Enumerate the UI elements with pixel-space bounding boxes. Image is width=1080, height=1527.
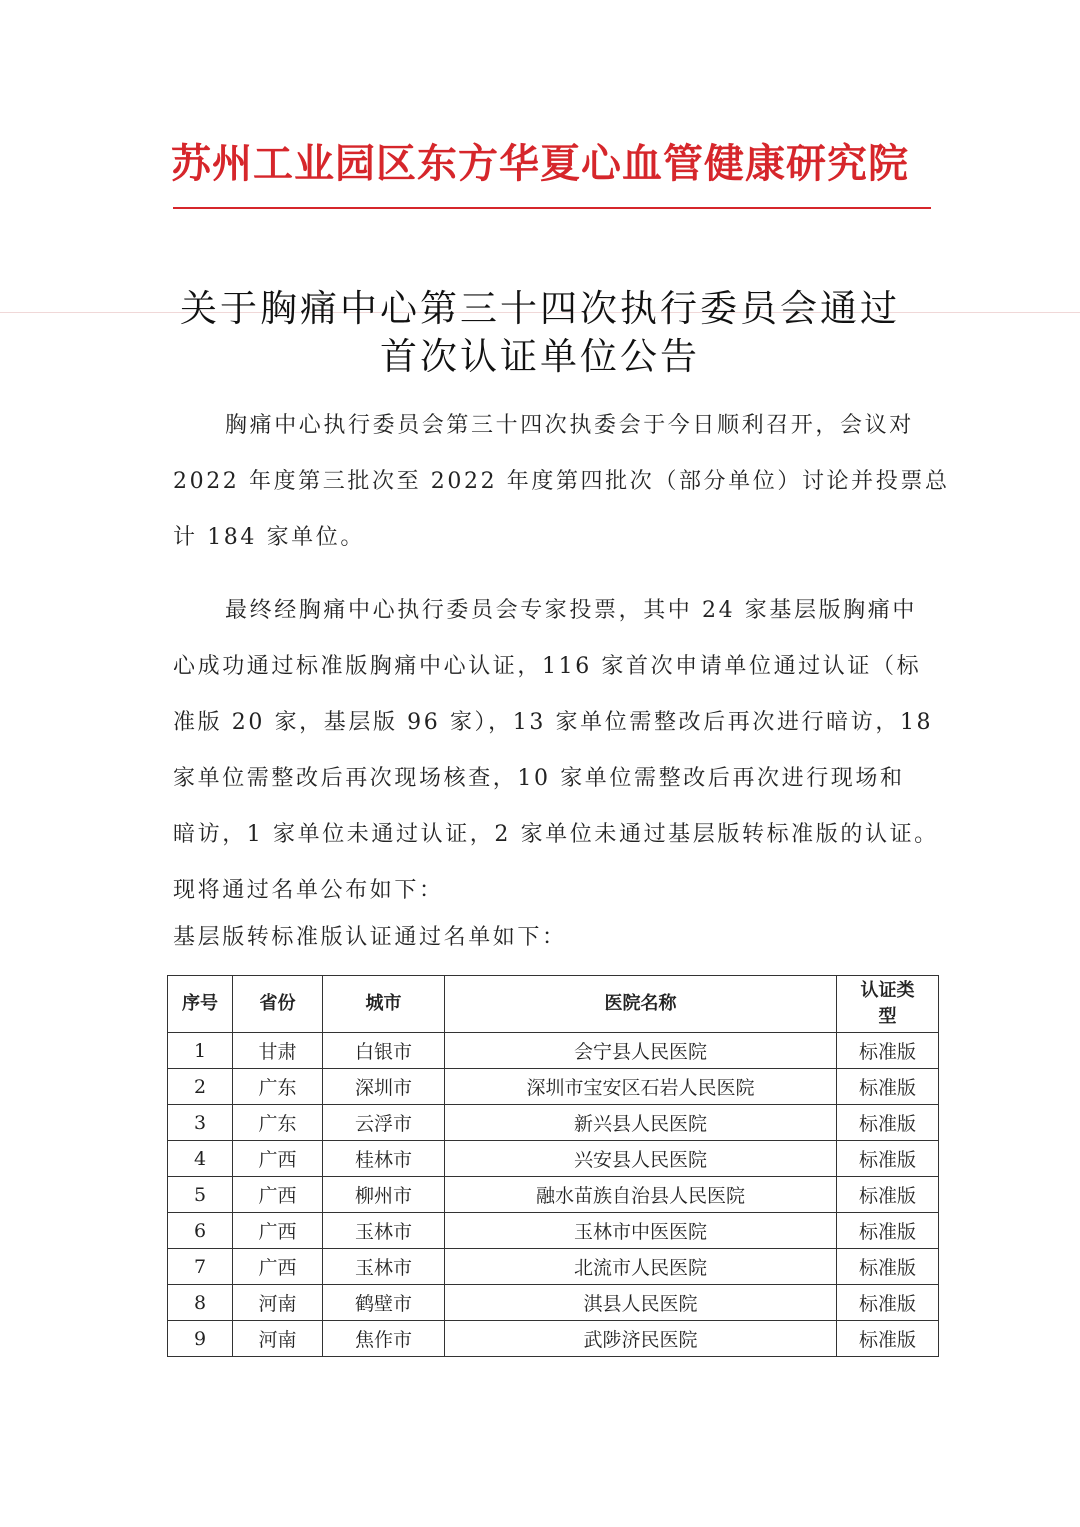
header-province: 省份 bbox=[233, 976, 323, 1033]
cell-province: 甘肃 bbox=[233, 1033, 323, 1069]
cell-province: 广西 bbox=[233, 1177, 323, 1213]
cell-seq: 4 bbox=[168, 1141, 233, 1177]
table-row bbox=[168, 1105, 939, 1141]
list-caption: 基层版转标准版认证通过名单如下： bbox=[173, 925, 567, 950]
cell-seq: 7 bbox=[168, 1249, 233, 1285]
cell-seq: 1 bbox=[168, 1033, 233, 1069]
table-header-row bbox=[168, 976, 939, 1033]
paragraph-line: 2022 年度第三批次至 2022 年度第四批次（部分单位）讨论并投票总 bbox=[173, 469, 950, 494]
table-row bbox=[168, 1213, 939, 1249]
certified-units-table bbox=[167, 975, 939, 1357]
header-hospital: 医院名称 bbox=[445, 976, 837, 1033]
cell-hospital: 淇县人民医院 bbox=[445, 1285, 837, 1321]
cell-city: 玉林市 bbox=[323, 1249, 445, 1285]
cell-seq: 3 bbox=[168, 1105, 233, 1141]
cell-province: 广西 bbox=[233, 1141, 323, 1177]
document-title-line-1: 关于胸痛中心第三十四次执行委员会通过 bbox=[180, 287, 900, 330]
cell-hospital: 北流市人民医院 bbox=[445, 1249, 837, 1285]
cell-seq: 2 bbox=[168, 1069, 233, 1105]
cell-province: 河南 bbox=[233, 1321, 323, 1357]
cell-city: 云浮市 bbox=[323, 1105, 445, 1141]
table-row bbox=[168, 1321, 939, 1357]
cell-type: 标准版 bbox=[837, 1321, 939, 1357]
cell-type: 标准版 bbox=[837, 1141, 939, 1177]
paragraph-line: 心成功通过标准版胸痛中心认证，116 家首次申请单位通过认证（标 bbox=[173, 654, 922, 679]
paragraph-line: 家单位需整改后再次现场核查，10 家单位需整改后再次进行现场和 bbox=[173, 766, 905, 791]
cell-province: 广西 bbox=[233, 1249, 323, 1285]
header-type bbox=[837, 976, 939, 1033]
cell-seq: 8 bbox=[168, 1285, 233, 1321]
cell-type: 标准版 bbox=[837, 1249, 939, 1285]
cell-seq: 9 bbox=[168, 1321, 233, 1357]
table-row bbox=[168, 1285, 939, 1321]
table-row bbox=[168, 1069, 939, 1105]
cell-hospital: 融水苗族自治县人民医院 bbox=[445, 1177, 837, 1213]
table-row bbox=[168, 1033, 939, 1069]
table-row bbox=[168, 1249, 939, 1285]
cell-province: 广东 bbox=[233, 1069, 323, 1105]
document-title-line-2: 首次认证单位公告 bbox=[380, 335, 700, 378]
paragraph-line: 暗访，1 家单位未通过认证，2 家单位未通过基层版转标准版的认证。 bbox=[173, 822, 939, 847]
cell-hospital: 武陟济民医院 bbox=[445, 1321, 837, 1357]
header-city: 城市 bbox=[323, 976, 445, 1033]
paragraph-vote-results bbox=[173, 583, 939, 919]
cell-seq: 6 bbox=[168, 1213, 233, 1249]
cell-province: 广西 bbox=[233, 1213, 323, 1249]
table-row bbox=[168, 1141, 939, 1177]
paragraph-line: 胸痛中心执行委员会第三十四次执委会于今日顺利召开，会议对 bbox=[225, 413, 914, 438]
cell-hospital: 新兴县人民医院 bbox=[445, 1105, 837, 1141]
cell-city: 焦作市 bbox=[323, 1321, 445, 1357]
paragraph-line: 计 184 家单位。 bbox=[173, 525, 365, 550]
paragraph-line: 准版 20 家，基层版 96 家），13 家单位需整改后再次进行暗访，18 bbox=[173, 710, 934, 735]
cell-city: 柳州市 bbox=[323, 1177, 445, 1213]
cell-city: 鹤壁市 bbox=[323, 1285, 445, 1321]
cell-hospital: 兴安县人民医院 bbox=[445, 1141, 837, 1177]
header-seq: 序号 bbox=[168, 976, 233, 1033]
cell-type: 标准版 bbox=[837, 1213, 939, 1249]
cell-hospital: 玉林市中医医院 bbox=[445, 1213, 837, 1249]
cell-province: 河南 bbox=[233, 1285, 323, 1321]
cell-seq: 5 bbox=[168, 1177, 233, 1213]
paragraph-line: 最终经胸痛中心执行委员会专家投票，其中 24 家基层版胸痛中 bbox=[225, 598, 917, 623]
cell-city: 白银市 bbox=[323, 1033, 445, 1069]
cell-type: 标准版 bbox=[837, 1177, 939, 1213]
paragraph-meeting-summary bbox=[173, 398, 950, 566]
cell-hospital: 深圳市宝安区石岩人民医院 bbox=[445, 1069, 837, 1105]
table-row bbox=[168, 1177, 939, 1213]
letterhead-red-rule bbox=[173, 207, 931, 209]
header-type-label: 认证类型 bbox=[860, 980, 915, 1027]
cell-city: 玉林市 bbox=[323, 1213, 445, 1249]
cell-city: 深圳市 bbox=[323, 1069, 445, 1105]
cell-type: 标准版 bbox=[837, 1069, 939, 1105]
cell-type: 标准版 bbox=[837, 1285, 939, 1321]
letterhead-title: 苏州工业园区东方华夏心血管健康研究院 bbox=[171, 141, 909, 187]
cell-type: 标准版 bbox=[837, 1105, 939, 1141]
cell-hospital: 会宁县人民医院 bbox=[445, 1033, 837, 1069]
paragraph-line: 现将通过名单公布如下： bbox=[173, 878, 444, 903]
cell-province: 广东 bbox=[233, 1105, 323, 1141]
cell-city: 桂林市 bbox=[323, 1141, 445, 1177]
cell-type: 标准版 bbox=[837, 1033, 939, 1069]
